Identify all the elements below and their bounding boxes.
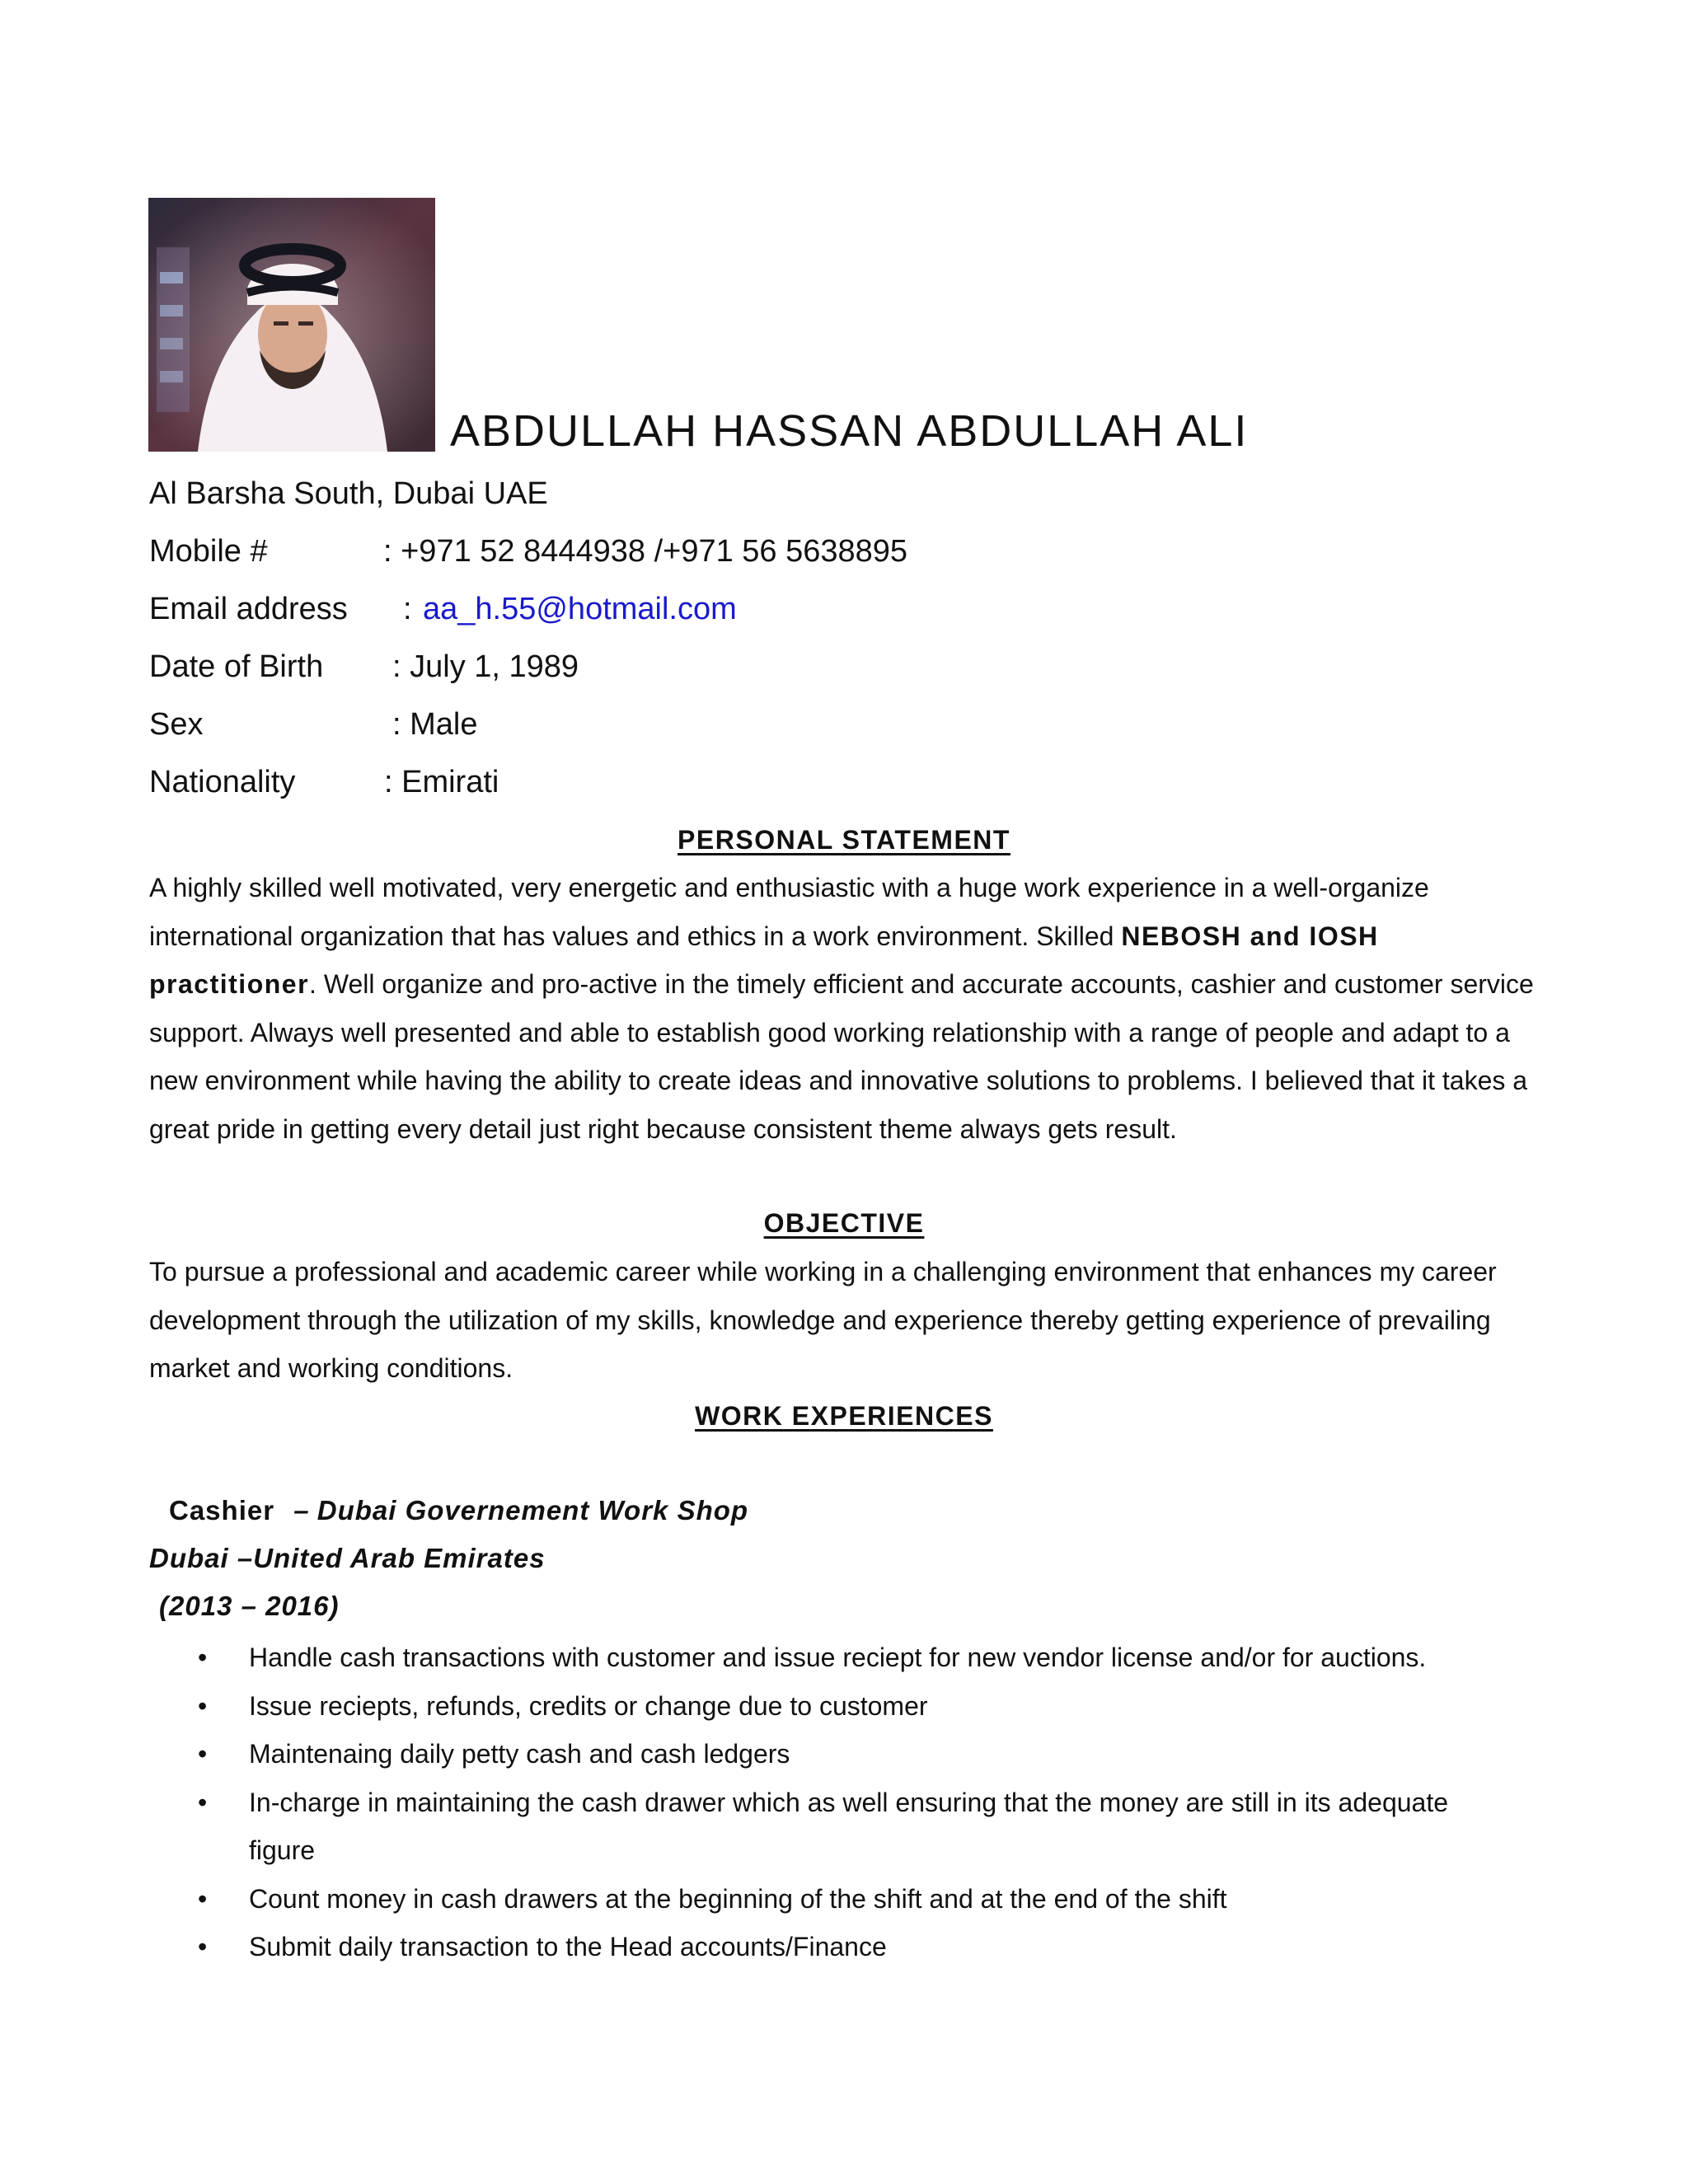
objective-paragraph: To pursue a professional and academic career while working in a challenging environment that enhances my career development through the utilization of my skills, knowledge and experience thereby getting experience of prevailing market and working conditions. <box>149 1257 1497 1383</box>
job-title-line <box>149 1487 748 1535</box>
job-employer: Dubai Governement Work Shop <box>316 1495 749 1526</box>
list-item <box>198 1633 1517 1682</box>
duty-text: Maintenaing daily petty cash and cash ledgers <box>249 1739 790 1769</box>
sex-label: Sex <box>149 707 204 742</box>
duty-text: Submit daily transaction to the Head accounts/Finance <box>249 1932 887 1961</box>
list-item <box>198 1875 1517 1924</box>
list-item <box>198 1923 1517 1971</box>
dob-label: Date of Birth <box>149 649 324 684</box>
bullet-icon: • <box>198 1883 208 1914</box>
profile-photo <box>148 198 435 452</box>
nationality-label: Nationality <box>149 765 296 799</box>
personal-statement-text <box>149 864 1550 1153</box>
personal-statement-heading: PERSONAL STATEMENT <box>678 825 1010 855</box>
bullet-icon: • <box>198 1690 208 1721</box>
mobile-value: : +971 52 8444938 /+971 56 5638895 <box>383 534 908 569</box>
duty-text: Count money in cash drawers at the beginning of the shift and at the end of the shift <box>249 1883 1227 1914</box>
bullet-icon: • <box>198 1739 208 1769</box>
mobile-label: Mobile # <box>149 534 268 569</box>
job-title: Cashier <box>169 1495 275 1526</box>
job-dash: – <box>293 1495 310 1526</box>
candidate-name: ABDULLAH HASSAN ABDULLAH ALI <box>450 406 1249 456</box>
address-text: Al Barsha South, Dubai UAE <box>149 476 548 511</box>
list-item <box>198 1779 1517 1875</box>
job-duties-list <box>198 1633 1517 1971</box>
bullet-icon: • <box>198 1643 208 1672</box>
sex-value: : Male <box>392 707 478 742</box>
objective-text <box>149 1248 1550 1393</box>
statement-part-2: . Well organize and pro-active in the timely efficient and accurate accounts, cashier and customer service support. Always well presented and able to establish good working relationship with a range of people and adapt to a new environment while having the ability to create ideas and innovative solutions to problems. I believed that it takes a great pride in getting every detail just right because consistent theme always gets result. <box>149 969 1534 1144</box>
bullet-icon: • <box>198 1932 208 1961</box>
bullet-icon: • <box>198 1787 208 1817</box>
statement-certifications: NEBOSH and IOSH practitioner <box>149 921 1379 999</box>
list-item <box>198 1730 1517 1779</box>
job-entry <box>149 1487 748 1630</box>
duty-text: In-charge in maintaining the cash drawer which as well ensuring that the money are still in its adequate figure <box>249 1787 1449 1865</box>
email-link[interactable]: aa_h.55@hotmail.com <box>423 592 737 626</box>
list-item <box>198 1682 1517 1731</box>
job-location: Dubai –United Arab Emirates <box>149 1543 546 1573</box>
work-experiences-heading: WORK EXPERIENCES <box>695 1401 993 1431</box>
objective-heading: OBJECTIVE <box>763 1208 925 1238</box>
duty-text: Handle cash transactions with customer and issue reciept for new vendor license and/or for auctions. <box>249 1643 1427 1672</box>
nationality-value: : Emirati <box>384 765 499 799</box>
job-period: (2013 – 2016) <box>159 1591 340 1621</box>
duty-text: Issue reciepts, refunds, credits or change due to customer <box>249 1690 928 1721</box>
email-separator: : <box>403 592 412 626</box>
dob-value: : July 1, 1989 <box>392 649 579 684</box>
email-label: Email address <box>149 592 348 626</box>
statement-part-1: A highly skilled well motivated, very energetic and enthusiastic with a huge work experience in a well-organize international organization that has values and ethics in a work environment. Skilled <box>149 873 1429 951</box>
